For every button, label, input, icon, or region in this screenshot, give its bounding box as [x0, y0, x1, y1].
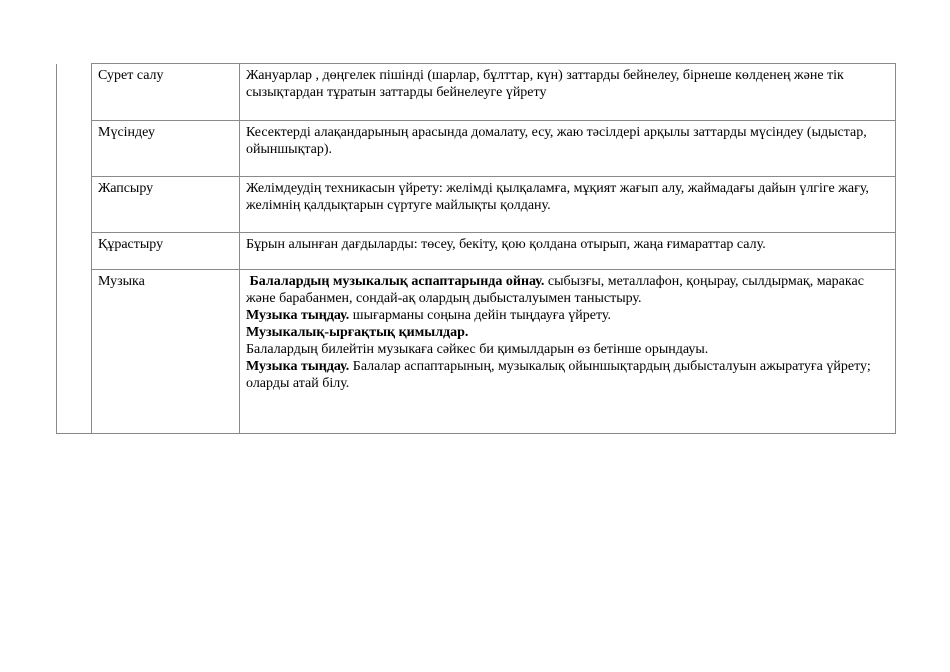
subject-cell: Сурет салу: [92, 64, 240, 121]
content-cell: Бұрын алынған дағдыларды: төсеу, бекіту, қою қолдана отырып, жаңа ғимараттар салу.: [240, 233, 896, 270]
music-content-cell: [240, 270, 896, 434]
music-paragraph-1: [246, 273, 889, 307]
music-text-listening-2: Балалар аспаптарының, музыкалық ойыншықтардың дыбысталуын ажыратуға үйрету;: [349, 359, 871, 374]
table-row: [57, 270, 896, 434]
table-row: [57, 64, 896, 121]
subject-cell: Жапсыру: [92, 177, 240, 233]
music-paragraph-3: [246, 324, 889, 341]
music-paragraph-5: [246, 358, 889, 375]
subject-cell: Құрастыру: [92, 233, 240, 270]
subject-cell: Мүсіндеу: [92, 121, 240, 177]
music-text-listening: шығарманы соңына дейін тыңдауға үйрету.: [349, 308, 611, 323]
music-heading-rhythm: Музыкалық-ырғақтық қимылдар.: [246, 325, 469, 340]
music-paragraph-2: [246, 307, 889, 324]
content-cell: Желімдеудің техникасын үйрету: желімді қылқаламға, мұқият жағып алу, жаймадағы дайын үлгіге жағу, желімнің қалдықтарын сүртуге майлықты қолдану.: [240, 177, 896, 233]
music-heading-listening-2: Музыка тыңдау.: [246, 359, 350, 374]
empty-column-cell: [57, 64, 92, 434]
music-paragraph-4: Балалардың билейтін музыкаға сәйкес би қимылдарын өз бетінше орындауы.: [246, 342, 709, 357]
content-cell: Жануарлар , дөңгелек пішінді (шарлар, бұлттар, күн) заттарды бейнелеу, бірнеше көлденең және тік сызықтардан тұратын заттарды бейнелеуге үйрету: [240, 64, 896, 121]
table-row: [57, 177, 896, 233]
curriculum-table: [56, 63, 896, 434]
subject-cell: Музыка: [92, 270, 240, 434]
content-cell: Кесектерді алақандарының арасында домалату, есу, жаю тәсілдері арқылы заттарды мүсіндеу (ыдыстар, ойыншықтар).: [240, 121, 896, 177]
music-heading-instruments: Балалардың музыкалық аспаптарында ойнау.: [249, 274, 545, 289]
music-paragraph-6: оларды атай білу.: [246, 376, 350, 391]
music-heading-listening: Музыка тыңдау.: [246, 308, 350, 323]
table-row: [57, 121, 896, 177]
table-row: [57, 233, 896, 270]
music-text-instruments: сыбызғы, металлафон, қоңырау, сылдырмақ, маракас және барабанмен, сондай-ақ олардың дыбысталуымен таныстыру.: [246, 274, 864, 306]
